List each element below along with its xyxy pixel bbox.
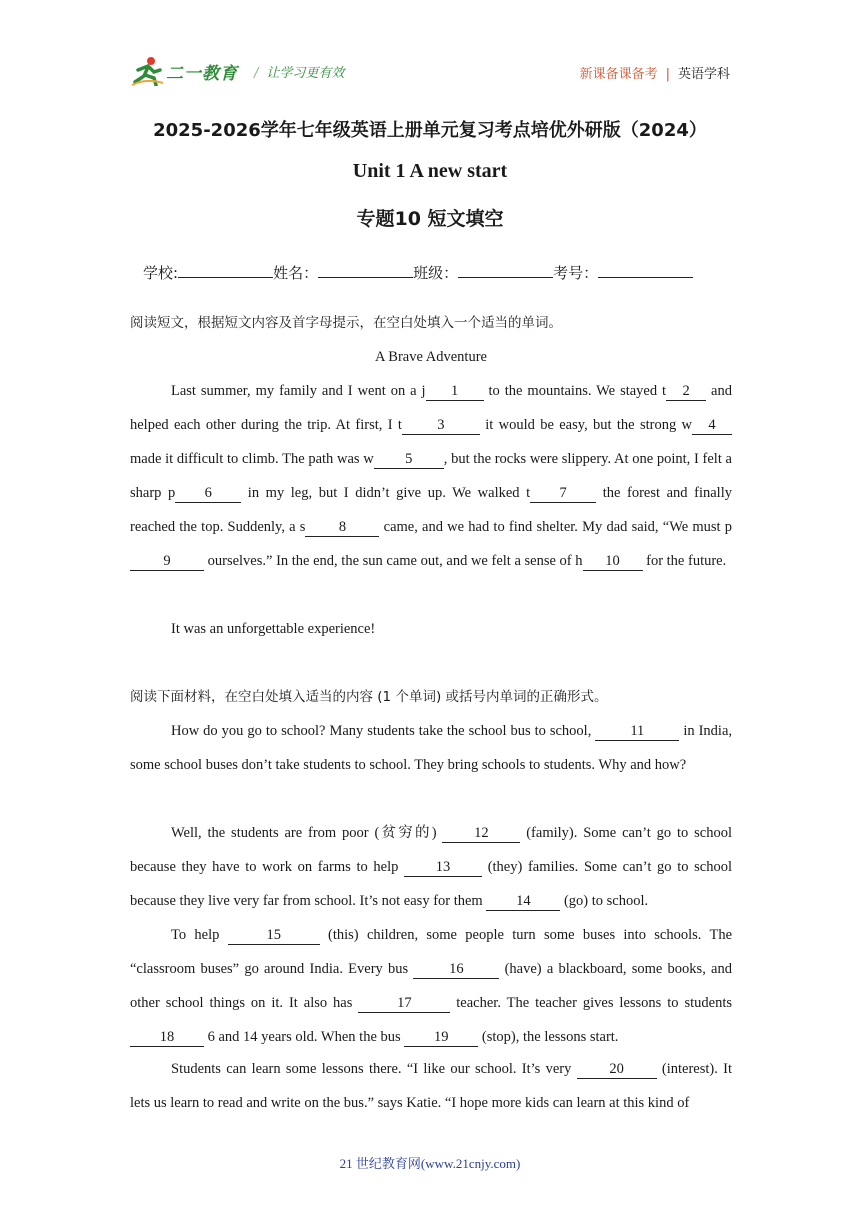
exam-no-label: 考号： <box>553 264 599 282</box>
blank-9[interactable]: 9 <box>130 552 204 571</box>
passage-text: ourselves.” In the end, the sun came out, and we felt a sense of h <box>204 553 583 569</box>
passage-text: Last summer, my family and I went on a j <box>171 383 426 399</box>
section2-paragraph-4 <box>130 1052 732 1120</box>
school-label: 学校: <box>143 264 179 282</box>
blank-8[interactable]: 8 <box>305 518 379 537</box>
exam-no-field[interactable] <box>598 263 693 278</box>
passage-text: To help <box>171 927 228 943</box>
passage-text: it would be easy, but the strong w <box>479 417 693 433</box>
passage-text: and helped each other during the trip. At first, I t <box>130 383 732 433</box>
passage-text: (stop), the lessons start. <box>478 1029 619 1045</box>
section1-closing: It was an unforgettable experience! <box>171 621 376 637</box>
blank-18[interactable]: 18 <box>130 1028 204 1047</box>
passage-text: , but the rocks were slippery. At one point, I felt a sharp p <box>130 451 732 501</box>
passage-text: (have) a blackboard, some books, and other school things on it. It also has <box>130 961 732 1011</box>
blank-3[interactable]: 3 <box>402 416 480 435</box>
school-field[interactable] <box>178 263 273 278</box>
passage-text: for the future. <box>642 553 727 569</box>
passage-text: Students can learn some lessons there. “I like our school. It’s very <box>171 1061 577 1077</box>
blank-2[interactable]: 2 <box>666 382 706 401</box>
logo <box>130 56 238 86</box>
blank-16[interactable]: 16 <box>413 960 499 979</box>
blank-19[interactable]: 19 <box>404 1028 478 1047</box>
passage-text: How do you go to school? Many students take the school bus to school, <box>171 723 596 739</box>
header-secondary: 英语学科 <box>677 67 730 82</box>
blank-13[interactable]: 13 <box>404 858 482 877</box>
runner-logo-icon <box>130 56 164 86</box>
blank-6[interactable]: 6 <box>175 484 241 503</box>
section1-instruction: 阅读短文，根据短文内容及首字母提示，在空白处填入一个适当的单词。 <box>130 315 562 331</box>
class-label: 班级： <box>413 264 459 282</box>
passage-text: (family). Some can’t go to school because they have to work on farms to help <box>130 825 732 875</box>
blank-17[interactable]: 17 <box>358 994 450 1013</box>
slogan-divider: / <box>254 66 259 81</box>
class-field[interactable] <box>458 263 553 278</box>
unit-title: Unit 1 A new start <box>352 160 508 182</box>
passage-text: to the mountains. We stayed t <box>483 383 667 399</box>
passage-text: in my leg, but I didn’t give up. We walked t <box>241 485 531 501</box>
blank-7[interactable]: 7 <box>530 484 596 503</box>
header-primary: 新课备课备考 <box>579 67 658 82</box>
passage-text: in India, some school buses don’t take students to school. They bring schools to students. Why and how? <box>130 723 732 773</box>
page-header <box>130 56 730 90</box>
slogan <box>254 62 344 81</box>
student-info-line <box>143 262 693 283</box>
passage-text: Well, the students are from poor (贫穷的) <box>171 825 443 841</box>
section2-paragraph-3 <box>130 918 732 1054</box>
passage-text: came, and we had to find shelter. My dad said, “We must p <box>379 519 732 535</box>
slogan-text: 让学习更有效 <box>266 66 345 81</box>
header-separator: | <box>665 67 670 82</box>
page-footer: 21 世纪教育网(www.21cnjy.com) <box>339 1156 521 1171</box>
blank-15[interactable]: 15 <box>228 926 320 945</box>
blank-5[interactable]: 5 <box>374 450 444 469</box>
header-subject <box>580 63 730 82</box>
logo-text: 二一教育 <box>166 63 238 84</box>
passage-text: (go) to school. <box>560 893 649 909</box>
passage-text: (interest). It lets us learn to read and write on the bus.” says Katie. “I hope more kids can learn at this kind of <box>130 1061 733 1111</box>
blank-10[interactable]: 10 <box>583 552 643 571</box>
blank-1[interactable]: 1 <box>426 382 484 401</box>
blank-4[interactable]: 4 <box>692 416 732 435</box>
passage-text: made it difficult to climb. The path was w <box>130 451 374 467</box>
section2-instruction: 阅读下面材料，在空白处填入适当的内容 (1 个单词) 或括号内单词的正确形式。 <box>130 689 608 705</box>
blank-12[interactable]: 12 <box>442 824 520 843</box>
passage-title: A Brave Adventure <box>375 349 487 365</box>
passage-text: teacher. The teacher gives lessons to students <box>450 995 732 1011</box>
section2-paragraph-2 <box>130 816 732 918</box>
section1-paragraph <box>130 374 732 578</box>
section2-paragraph-1 <box>130 714 732 782</box>
doc-title: 2025-2026学年七年级英语上册单元复习考点培优外研版（2024） <box>153 120 707 141</box>
passage-text: the forest and finally reached the top. Suddenly, a s <box>130 485 732 535</box>
blank-20[interactable]: 20 <box>577 1060 657 1079</box>
passage-text: 6 and 14 years old. When the bus <box>204 1029 405 1045</box>
blank-14[interactable]: 14 <box>486 892 560 911</box>
topic-title: 专题10 短文填空 <box>356 208 504 230</box>
passage-text: (they) families. Some can’t go to school because they live very far from school. It’s not easy for them <box>130 859 733 909</box>
name-field[interactable] <box>318 263 413 278</box>
name-label: 姓名： <box>273 264 319 282</box>
blank-11[interactable]: 11 <box>595 722 679 741</box>
passage-text: (this) children, some people turn some buses into schools. The “classroom buses” go around India. Every bus <box>130 927 732 977</box>
